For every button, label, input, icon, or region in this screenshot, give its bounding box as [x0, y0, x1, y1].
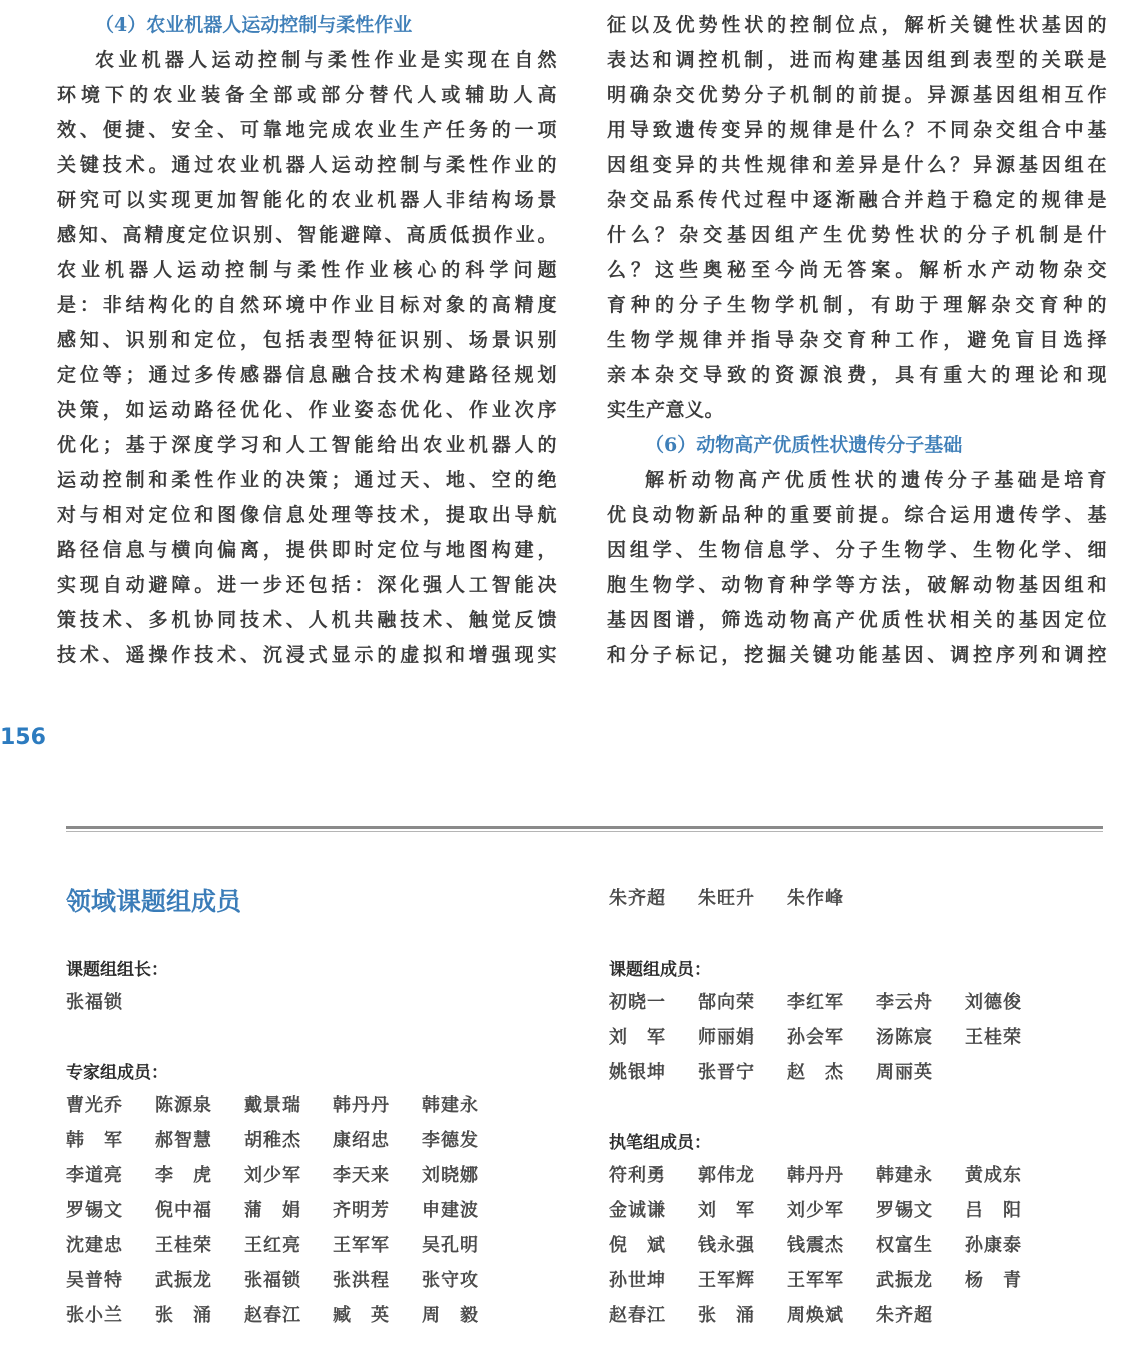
text-line: 亲本杂交导致的资源浪费，具有重大的理论和现	[607, 364, 1107, 386]
member-name: 王桂荣	[965, 1027, 1022, 1048]
member-name: 罗锡文	[876, 1200, 933, 1221]
text-line: 实现自动避障。进一步还包括：深化强人工智能决	[57, 574, 557, 596]
member-name: 申建波	[422, 1200, 479, 1221]
left-text-column	[57, 8, 557, 673]
experts-names	[66, 1088, 526, 1333]
member-name: 戴景瑞	[244, 1095, 301, 1116]
member-name: 姚银坤	[609, 1062, 666, 1083]
member-name: 曹光乔	[66, 1095, 123, 1116]
leader-names	[66, 985, 526, 1020]
member-name: 孙世坤	[609, 1270, 666, 1291]
text-line: 么？这些奥秘至今尚无答案。解析水产动物杂交	[607, 259, 1107, 281]
member-name: 张 涌	[155, 1305, 212, 1326]
member-name: 臧 英	[333, 1305, 390, 1326]
leader-group	[66, 955, 526, 1020]
member-name: 张福锁	[66, 992, 123, 1013]
text-line: 什么？杂交基因组产生优势性状的分子机制是什	[607, 224, 1107, 246]
member-name: 孙会军	[787, 1027, 844, 1048]
text-line: 运动控制和柔性作业的决策；通过天、地、空的绝	[57, 469, 557, 491]
member-name: 赵 杰	[787, 1062, 844, 1083]
page-number: 156	[0, 725, 46, 750]
member-name: 王桂荣	[155, 1235, 212, 1256]
section-divider-thin	[66, 831, 1103, 832]
member-name: 韩丹丹	[787, 1165, 844, 1186]
member-name: 刘德俊	[965, 992, 1022, 1013]
experts-group	[66, 1058, 526, 1333]
members-title: 领域课题组成员	[66, 887, 242, 916]
member-name: 钱震杰	[787, 1235, 844, 1256]
text-line: 关键技术。通过农业机器人运动控制与柔性作业的	[57, 154, 557, 176]
text-line: 定位等；通过多传感器信息融合技术构建路径规划	[57, 364, 557, 386]
member-name: 李 虎	[155, 1165, 212, 1186]
right-paragraph-continued	[607, 8, 1107, 428]
member-name: 吴孔明	[422, 1235, 479, 1256]
member-name: 张晋宁	[698, 1062, 755, 1083]
text-line: 是：非结构化的自然环境中作业目标对象的高精度	[57, 294, 557, 316]
member-name: 蒲 娟	[244, 1200, 301, 1221]
member-name: 王军军	[333, 1235, 390, 1256]
member-name: 周 毅	[422, 1305, 479, 1326]
left-paragraph	[57, 43, 557, 673]
text-line: 效、便捷、安全、可靠地完成农业生产任务的一项	[57, 119, 557, 141]
member-name: 刘 军	[698, 1200, 755, 1221]
member-name: 朱齐超	[876, 1305, 933, 1326]
right-paragraph	[607, 463, 1107, 673]
text-line: 感知、识别和定位，包括表型特征识别、场景识别	[57, 329, 557, 351]
member-name: 赵春江	[244, 1305, 301, 1326]
member-name: 倪 斌	[609, 1235, 666, 1256]
member-name: 罗锡文	[66, 1200, 123, 1221]
member-name: 师丽娟	[698, 1027, 755, 1048]
text-line: 环境下的农业装备全部或部分替代人或辅助人高	[57, 84, 557, 106]
member-name: 周焕斌	[787, 1305, 844, 1326]
group-members-label: 课题组成员：	[609, 960, 711, 980]
text-line: 研究可以实现更加智能化的农业机器人非结构场景	[57, 189, 557, 211]
member-name: 倪中福	[155, 1200, 212, 1221]
text-line: 技术、遥操作技术、沉浸式显示的虚拟和增强现实	[57, 644, 557, 666]
text-line: 育种的分子生物学机制，有助于理解杂交育种的	[607, 294, 1107, 316]
member-name: 齐明芳	[333, 1200, 390, 1221]
text-line: 杂交品系传代过程中逐渐融合并趋于稳定的规律是	[607, 189, 1107, 211]
member-name: 朱旺升	[698, 888, 755, 909]
member-name: 孙康泰	[965, 1235, 1022, 1256]
member-name: 李天来	[333, 1165, 390, 1186]
text-line: 解析动物高产优质性状的遗传分子基础是培育	[645, 469, 1107, 491]
member-name: 武振龙	[876, 1270, 933, 1291]
text-line: 因组变异的共性规律和差异是什么？异源基因组在	[607, 154, 1107, 176]
member-name: 李云舟	[876, 992, 933, 1013]
member-name: 朱齐超	[609, 888, 666, 909]
text-line: 征以及优势性状的控制位点，解析关键性状基因的	[607, 14, 1107, 36]
member-name: 张小兰	[66, 1305, 123, 1326]
text-line: 优良动物新品种的重要前提。综合运用遗传学、基	[607, 504, 1107, 526]
member-name: 张福锁	[244, 1270, 301, 1291]
member-name: 胡稚杰	[244, 1130, 301, 1151]
text-line: 明确杂交优势分子机制的前提。异源基因组相互作	[607, 84, 1107, 106]
member-name: 郜向荣	[698, 992, 755, 1013]
experts-label: 专家组成员：	[66, 1063, 168, 1083]
member-name: 符利勇	[609, 1165, 666, 1186]
member-name: 权富生	[876, 1235, 933, 1256]
group-members-group	[609, 955, 1069, 1090]
member-name: 韩建永	[876, 1165, 933, 1186]
member-name: 刘晓娜	[422, 1165, 479, 1186]
member-name: 沈建忠	[66, 1235, 123, 1256]
text-line: 和分子标记，挖掘关键功能基因、调控序列和调控	[607, 644, 1107, 666]
text-line: 对与相对定位和图像信息处理等技术，提取出导航	[57, 504, 557, 526]
text-line: 优化；基于深度学习和人工智能给出农业机器人的	[57, 434, 557, 456]
section-heading-6: （6）动物高产优质性状遗传分子基础	[645, 434, 963, 456]
member-name: 王红亮	[244, 1235, 301, 1256]
member-name: 杨 青	[965, 1270, 1022, 1291]
member-name: 刘少军	[787, 1200, 844, 1221]
text-line: 感知、高精度定位识别、智能避障、高质低损作业。	[57, 224, 557, 246]
member-name: 韩 军	[66, 1130, 123, 1151]
experts-continued-names	[609, 881, 1069, 916]
text-line: 决策，如运动路径优化、作业姿态优化、作业次序	[57, 399, 557, 421]
member-name: 初晓一	[609, 992, 666, 1013]
member-name: 黄成东	[965, 1165, 1022, 1186]
text-line: 因组学、生物信息学、分子生物学、生物化学、细	[607, 539, 1107, 561]
member-name: 李道亮	[66, 1165, 123, 1186]
leader-label: 课题组组长：	[66, 960, 168, 980]
member-name: 郭伟龙	[698, 1165, 755, 1186]
text-line: 实生产意义。	[607, 399, 725, 421]
section-heading-4: （4）农业机器人运动控制与柔性作业	[95, 14, 413, 36]
member-name: 康绍忠	[333, 1130, 390, 1151]
member-name: 朱作峰	[787, 888, 844, 909]
text-line: 胞生物学、动物育种学等方法，破解动物基因组和	[607, 574, 1107, 596]
group-members-names	[609, 985, 1069, 1090]
member-name: 李德发	[422, 1130, 479, 1151]
member-name: 刘少军	[244, 1165, 301, 1186]
member-name: 张洪程	[333, 1270, 390, 1291]
text-line: 用导致遗传变异的规律是什么？不同杂交组合中基	[607, 119, 1107, 141]
experts-continued-group	[609, 881, 1069, 916]
text-line: 策技术、多机协同技术、人机共融技术、触觉反馈	[57, 609, 557, 631]
member-name: 钱永强	[698, 1235, 755, 1256]
section-divider	[66, 826, 1103, 829]
text-line: 基因图谱，筛选动物高产优质性状相关的基因定位	[607, 609, 1107, 631]
member-name: 汤陈宸	[876, 1027, 933, 1048]
member-name: 吴普特	[66, 1270, 123, 1291]
right-text-column	[607, 8, 1107, 673]
member-name: 郝智慧	[155, 1130, 212, 1151]
member-name: 李红军	[787, 992, 844, 1013]
member-name: 赵春江	[609, 1305, 666, 1326]
text-line: 表达和调控机制，进而构建基因组到表型的关联是	[607, 49, 1107, 71]
writers-label: 执笔组成员：	[609, 1133, 711, 1153]
member-name: 周丽英	[876, 1062, 933, 1083]
member-name: 金诚谦	[609, 1200, 666, 1221]
member-name: 韩丹丹	[333, 1095, 390, 1116]
member-name: 张守攻	[422, 1270, 479, 1291]
member-name: 王军辉	[698, 1270, 755, 1291]
member-name: 武振龙	[155, 1270, 212, 1291]
text-line: 路径信息与横向偏离，提供即时定位与地图构建，	[57, 539, 557, 561]
member-name: 刘 军	[609, 1027, 666, 1048]
text-line: 农业机器人运动控制与柔性作业是实现在自然	[95, 49, 557, 71]
text-line: 农业机器人运动控制与柔性作业核心的科学问题	[57, 259, 557, 281]
text-line: 生物学规律并指导杂交育种工作，避免盲目选择	[607, 329, 1107, 351]
member-name: 张 涌	[698, 1305, 755, 1326]
member-name: 吕 阳	[965, 1200, 1022, 1221]
member-name: 王军军	[787, 1270, 844, 1291]
writers-group	[609, 1128, 1069, 1333]
member-name: 陈源泉	[155, 1095, 212, 1116]
member-name: 韩建永	[422, 1095, 479, 1116]
writers-names	[609, 1158, 1069, 1333]
